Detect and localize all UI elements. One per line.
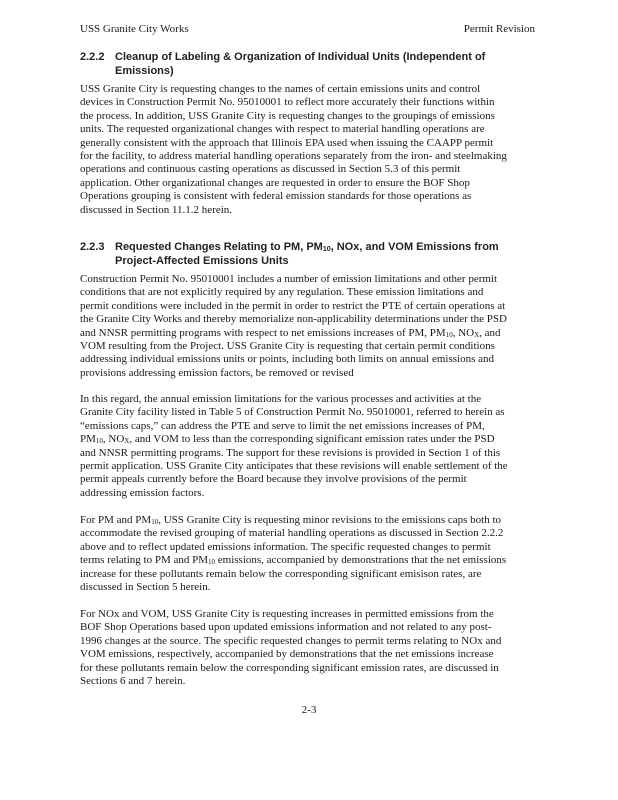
text-line: permit application. USS Granite City anticipates that these revisions will enable settlement of the	[80, 459, 508, 472]
text-line: conditions that are not explicitly required by any regulation. These emission limitations and	[80, 286, 484, 299]
section-title-line: Emissions)	[115, 65, 174, 77]
text-line: devices in Construction Permit No. 95010001 to reflect more accurately their functions within	[80, 96, 495, 109]
text-line: Granite City facility listed in Table 5 of Construction Permit No. 95010001, referred to herein as	[80, 406, 505, 419]
text-line: and NNSR permitting programs with respect to net emissions increases of PM, $PM_{10}$, $NO_X$, and	[80, 326, 501, 339]
text-line: units. The requested organizational changes with respect to material handling operations are	[80, 123, 485, 136]
paragraph	[80, 514, 506, 594]
section-title-line: Requested Changes Relating to PM, $PM_{10}$, NOx, and VOM Emissions from	[115, 241, 499, 253]
text-line: accommodate the revised grouping of material handling operations as discussed in Section 2.2.2	[80, 527, 504, 540]
section-title-line: Project-Affected Emissions Units	[115, 255, 289, 267]
header-right: Permit Revision	[463, 23, 535, 35]
text-line: and NNSR permitting programs. The support for these revisions is provided in Section 1 of this	[80, 446, 501, 459]
text-line: terms relating to PM and $PM_{10}$ emissions, accompanied by demonstrations that the net emissions	[80, 554, 507, 567]
text-line: VOM emissions, respectively, accompanied by demonstrations that the net emissions increase	[80, 648, 494, 661]
text-line: discussed in Section 5 herein.	[80, 580, 211, 593]
text-line: discussed in Section 11.1.2 herein.	[80, 203, 233, 216]
text-line: Sections 6 and 7 herein.	[80, 674, 186, 687]
text-line: In this regard, the annual emission limitations for the various processes and activities at the	[80, 393, 482, 405]
paragraph	[80, 83, 507, 217]
text-line: increase for these pollutants remain below the corresponding significant emisison rates, are	[80, 567, 482, 580]
text-line: above and to reflect updated emissions information. The specific requested changes to permit	[80, 540, 491, 553]
text-line: USS Granite City is requesting changes to the names of certain emissions units and control	[80, 83, 481, 95]
text-line: For PM and $PM_{10}$, USS Granite City is requesting minor revisions to the emissions caps both to	[80, 514, 502, 526]
header-left: USS Granite City Works	[80, 23, 189, 35]
text-line: Construction Permit No. 95010001 includes a number of emission limitations and other permit	[80, 273, 498, 285]
text-line: 1996 changes at the source. The specific requested changes to permit terms relating to NOx and	[80, 634, 502, 647]
text-line: the process. In addition, USS Granite City is requesting changes to the groupings of emissions	[80, 109, 495, 122]
text-line: “emissions caps,” can address the PTE and serve to limit the net emissions increases of PM,	[80, 419, 485, 432]
text-line: permit appeals currently before the Board because they involve provisions of the permit	[80, 473, 467, 486]
section-number: 2.2.3	[80, 241, 105, 253]
section-number: 2.2.2	[80, 51, 105, 63]
text-line: BOF Shop Operations based upon updated emissions information and not related to any post-	[80, 621, 492, 634]
paragraph	[80, 393, 508, 500]
text-line: addressing emission factors.	[80, 486, 205, 499]
text-line: permit conditions were included in the permit in order to restrict the PTE of certain operations at	[80, 299, 506, 312]
section-title-line: Cleanup of Labeling & Organization of Individual Units (Independent of	[115, 51, 486, 63]
text-line: $PM_{10}$, $NO_X$, and VOM to less than the corresponding significant emission rates under the PSD	[80, 433, 495, 446]
text-line: operations and continuous casting operations as discussed in Section 5.3 of this permit	[80, 163, 461, 176]
text-line: application. Other organizational changes are requested in order to ensure the BOF Shop	[80, 176, 470, 189]
text-line: for the facility, to address material handling operations separately from the iron- and steelmaking	[80, 149, 507, 162]
text-line: for these pollutants remain below the corresponding significant emission rates, are discussed in	[80, 661, 499, 674]
text-line: generally consistent with the approach that Illinois EPA used when issuing the CAAPP permit	[80, 136, 494, 149]
page-number: 2-3	[301, 704, 317, 716]
text-line: VOM resulting from the Project. USS Granite City is requesting that certain permit conditions	[80, 339, 495, 352]
text-line: Operations grouping is consistent with federal emission standards for those operations as	[80, 190, 472, 203]
text-line: addressing individual emissions units or points, including both limits on annual emissions and	[80, 353, 495, 366]
text-line: For NOx and VOM, USS Granite City is requesting increases in permitted emissions from the	[80, 608, 494, 620]
paragraph	[80, 608, 501, 688]
paragraph	[80, 273, 507, 380]
text-line: the Granite City Works and thereby memorialize non-applicability determinations under the PSD	[80, 313, 507, 326]
text-line: provisions addressing emission factors, be removed or revised	[80, 366, 354, 379]
